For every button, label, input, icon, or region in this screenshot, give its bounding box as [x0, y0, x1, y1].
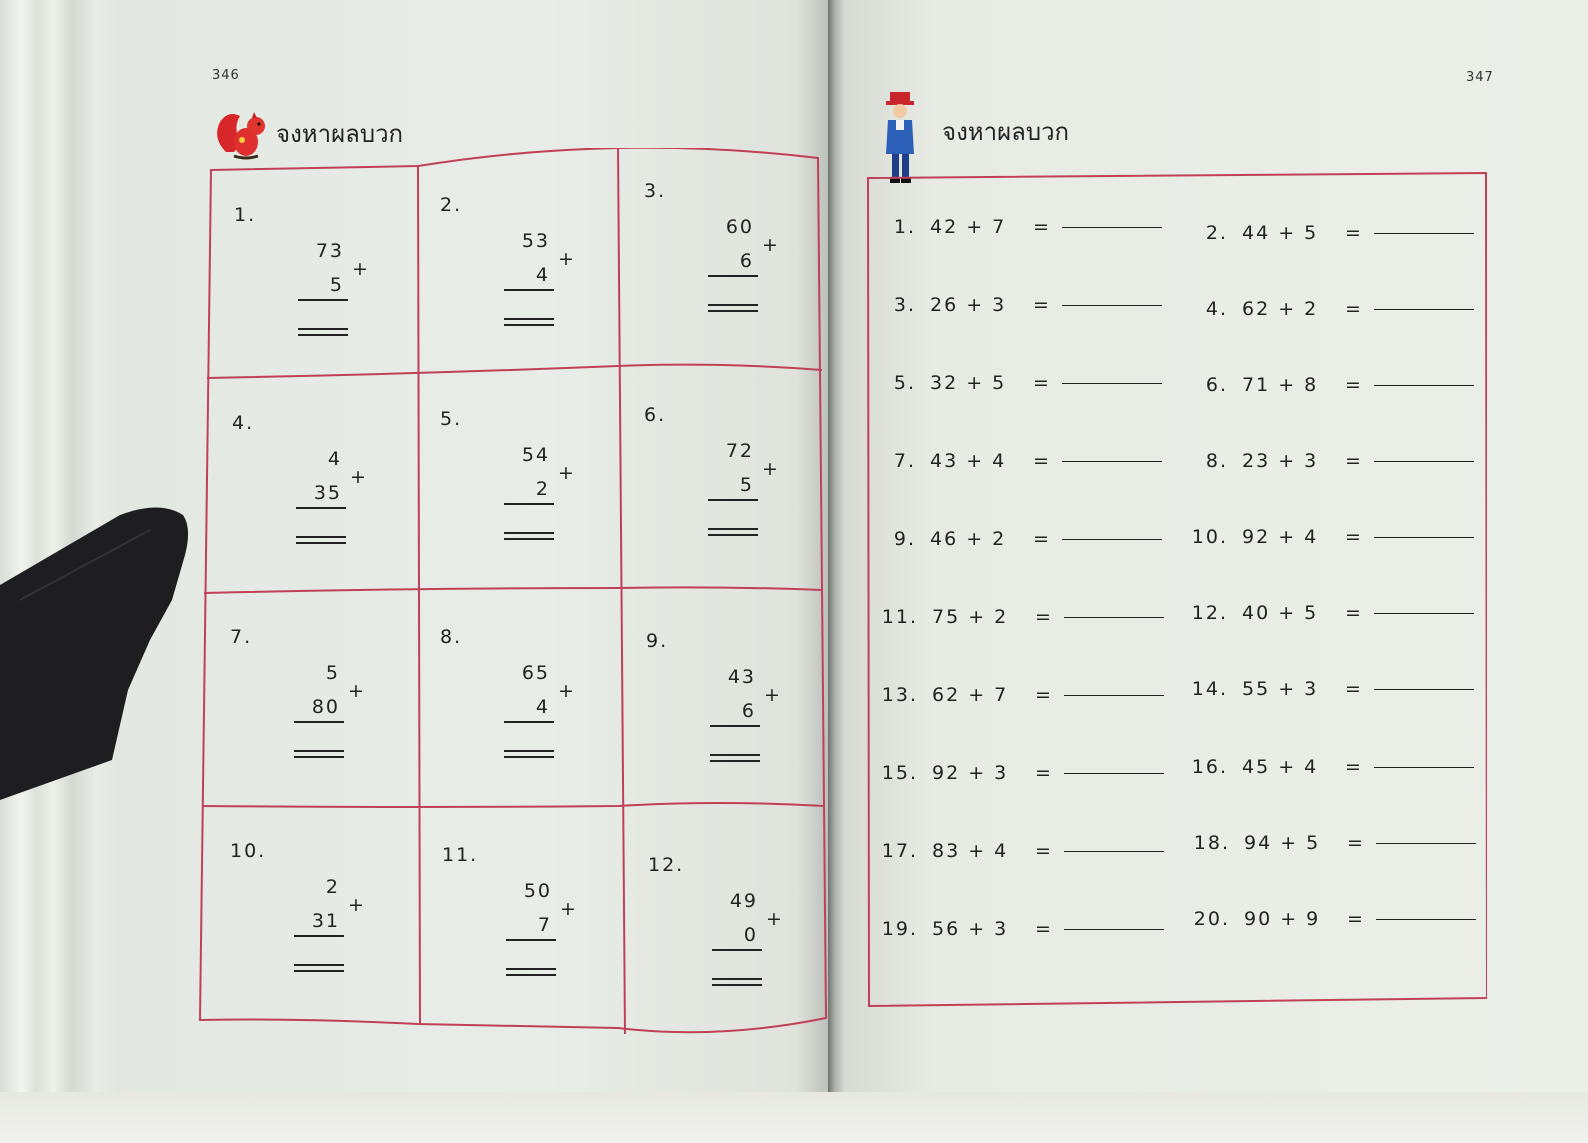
answer-line — [708, 534, 758, 536]
problem-expression: 46 + 2 — [930, 528, 1007, 550]
answer-line — [298, 334, 348, 336]
problem-cell — [624, 152, 824, 362]
answer-line — [504, 750, 554, 752]
answer-line — [294, 970, 344, 972]
answer-line — [296, 542, 346, 544]
problem-number: 14. — [1191, 678, 1228, 700]
equation-row — [1180, 602, 1474, 624]
problem-expression: 62 + 7 — [932, 684, 1009, 706]
answer-blank[interactable] — [1374, 309, 1474, 311]
equals-sign: = — [1345, 678, 1363, 700]
problem-number: 12. — [648, 854, 685, 876]
problem-number: 1. — [234, 204, 257, 226]
problem-expression: 92 + 4 — [1242, 526, 1319, 548]
equation-row — [868, 372, 1162, 394]
plus-sign: + — [764, 684, 780, 706]
answer-blank[interactable] — [1374, 689, 1474, 691]
equals-sign: = — [1033, 294, 1051, 316]
problem-number: 4. — [232, 412, 255, 434]
answer-blank[interactable] — [1374, 385, 1474, 387]
problem-expression: 75 + 2 — [932, 606, 1009, 628]
sum-line — [708, 499, 758, 501]
plus-sign: + — [348, 894, 364, 916]
problem-cell — [422, 816, 622, 1026]
answer-blank[interactable] — [1376, 843, 1476, 845]
answer-line — [504, 324, 554, 326]
addend-bottom: 4 — [535, 696, 550, 718]
answer-line — [712, 984, 762, 986]
equals-sign: = — [1033, 372, 1051, 394]
answer-blank[interactable] — [1062, 461, 1162, 463]
equation-row — [870, 606, 1164, 628]
problem-number: 8. — [1205, 450, 1228, 472]
plus-sign: + — [350, 466, 366, 488]
equals-sign: = — [1347, 908, 1365, 930]
plus-sign: + — [766, 908, 782, 930]
equation-row — [870, 918, 1164, 940]
answer-blank[interactable] — [1374, 537, 1474, 539]
addend-top: 72 — [725, 440, 754, 462]
finger-icon — [0, 0, 200, 800]
problem-number: 7. — [893, 450, 916, 472]
addend-bottom: 0 — [743, 924, 758, 946]
problem-expression: 26 + 3 — [930, 294, 1007, 316]
equation-row — [1182, 832, 1476, 854]
sum-line — [296, 507, 346, 509]
problem-number: 3. — [893, 294, 916, 316]
answer-line — [504, 756, 554, 758]
problem-number: 12. — [1191, 602, 1228, 624]
answer-line — [294, 750, 344, 752]
sum-line — [294, 721, 344, 723]
answer-line — [294, 756, 344, 758]
answer-blank[interactable] — [1064, 773, 1164, 775]
addend-bottom: 6 — [741, 700, 756, 722]
answer-blank[interactable] — [1062, 383, 1162, 385]
sum-line — [506, 939, 556, 941]
equation-row — [1180, 222, 1474, 244]
addend-top: 53 — [521, 230, 550, 252]
problem-cell — [628, 826, 828, 1036]
answer-line — [504, 532, 554, 534]
problem-expression: 44 + 5 — [1242, 222, 1319, 244]
sum-line — [708, 275, 758, 277]
right-page-title: จงหาผลบวก — [942, 118, 1070, 146]
equation-row — [1180, 298, 1474, 320]
answer-line — [712, 978, 762, 980]
answer-line — [296, 536, 346, 538]
equals-sign: = — [1345, 450, 1363, 472]
answer-blank[interactable] — [1374, 767, 1474, 769]
problem-number: 17. — [881, 840, 918, 862]
left-page-title: จงหาผลบวก — [276, 120, 404, 148]
problem-cell — [420, 380, 620, 590]
problem-expression: 90 + 9 — [1244, 908, 1321, 930]
equation-row — [868, 294, 1162, 316]
problem-cell — [210, 598, 410, 808]
equals-sign: = — [1345, 298, 1363, 320]
problem-number: 5. — [893, 372, 916, 394]
answer-blank[interactable] — [1064, 929, 1164, 931]
answer-blank[interactable] — [1374, 461, 1474, 463]
answer-blank[interactable] — [1062, 305, 1162, 307]
problem-number: 6. — [1205, 374, 1228, 396]
problem-cell — [210, 812, 410, 1022]
equation-row — [1180, 526, 1474, 548]
addend-bottom: 7 — [537, 914, 552, 936]
addend-top: 54 — [521, 444, 550, 466]
sum-line — [504, 289, 554, 291]
addend-top: 49 — [729, 890, 758, 912]
problem-cell — [624, 376, 824, 586]
problem-expression: 62 + 2 — [1242, 298, 1319, 320]
answer-line — [506, 974, 556, 976]
problem-number: 6. — [644, 404, 667, 426]
plus-sign: + — [762, 458, 778, 480]
equation-row — [868, 528, 1162, 550]
answer-line — [710, 754, 760, 756]
equals-sign: = — [1347, 832, 1365, 854]
problem-number: 11. — [442, 844, 479, 866]
addend-bottom: 80 — [311, 696, 340, 718]
equals-sign: = — [1035, 606, 1053, 628]
sum-line — [712, 949, 762, 951]
problem-expression: 32 + 5 — [930, 372, 1007, 394]
equals-sign: = — [1345, 526, 1363, 548]
problem-number: 2. — [440, 194, 463, 216]
answer-line — [504, 538, 554, 540]
problem-number: 16. — [1191, 756, 1228, 778]
addend-top: 65 — [521, 662, 550, 684]
equation-row — [870, 840, 1164, 862]
equals-sign: = — [1345, 756, 1363, 778]
problem-expression: 43 + 4 — [930, 450, 1007, 472]
problem-number: 5. — [440, 408, 463, 430]
plus-sign: + — [352, 258, 368, 280]
addend-bottom: 35 — [313, 482, 342, 504]
equation-row — [1180, 450, 1474, 472]
problem-number: 15. — [881, 762, 918, 784]
answer-line — [710, 760, 760, 762]
problem-number: 9. — [893, 528, 916, 550]
answer-blank[interactable] — [1064, 851, 1164, 853]
problem-expression: 55 + 3 — [1242, 678, 1319, 700]
problem-number: 19. — [881, 918, 918, 940]
problem-expression: 56 + 3 — [932, 918, 1009, 940]
plus-sign: + — [348, 680, 364, 702]
equation-row — [1182, 908, 1476, 930]
answer-line — [506, 968, 556, 970]
problem-expression: 23 + 3 — [1242, 450, 1319, 472]
problem-expression: 45 + 4 — [1242, 756, 1319, 778]
addend-top: 73 — [315, 240, 344, 262]
equation-row — [870, 762, 1164, 784]
sum-line — [294, 935, 344, 937]
problem-number: 8. — [440, 626, 463, 648]
plus-sign: + — [560, 898, 576, 920]
problem-number: 4. — [1205, 298, 1228, 320]
problem-number: 3. — [644, 180, 667, 202]
problem-cell — [420, 598, 620, 808]
right-page-number: 347 — [1466, 70, 1494, 85]
equation-row — [1180, 756, 1474, 778]
plus-sign: + — [558, 680, 574, 702]
answer-blank[interactable] — [1062, 539, 1162, 541]
problem-cell — [212, 384, 412, 594]
problem-number: 9. — [646, 630, 669, 652]
sum-line — [710, 725, 760, 727]
answer-blank[interactable] — [1062, 227, 1162, 229]
problem-expression: 92 + 3 — [932, 762, 1009, 784]
problem-number: 20. — [1193, 908, 1230, 930]
addend-top: 5 — [325, 662, 340, 684]
problem-number: 7. — [230, 626, 253, 648]
answer-line — [504, 318, 554, 320]
answer-line — [708, 310, 758, 312]
plus-sign: + — [558, 248, 574, 270]
equals-sign: = — [1033, 216, 1051, 238]
equals-sign: = — [1345, 222, 1363, 244]
page-bottom-edge — [0, 1092, 1588, 1143]
addend-top: 43 — [727, 666, 756, 688]
equals-sign: = — [1035, 684, 1053, 706]
problem-number: 2. — [1205, 222, 1228, 244]
equation-row — [868, 216, 1162, 238]
sum-line — [504, 721, 554, 723]
problem-expression: 71 + 8 — [1242, 374, 1319, 396]
book-gutter — [828, 0, 844, 1143]
left-page-number: 346 — [212, 68, 240, 83]
addend-bottom: 4 — [535, 264, 550, 286]
answer-line — [708, 304, 758, 306]
problem-number: 18. — [1193, 832, 1230, 854]
answer-blank[interactable] — [1374, 233, 1474, 235]
equation-row — [868, 450, 1162, 472]
problem-expression: 94 + 5 — [1244, 832, 1321, 854]
sum-line — [504, 503, 554, 505]
equals-sign: = — [1033, 528, 1051, 550]
plus-sign: + — [762, 234, 778, 256]
equation-row — [870, 684, 1164, 706]
answer-blank[interactable] — [1374, 613, 1474, 615]
equals-sign: = — [1345, 602, 1363, 624]
problem-number: 10. — [230, 840, 267, 862]
problem-cell — [214, 176, 414, 386]
problem-number: 1. — [893, 216, 916, 238]
equals-sign: = — [1035, 918, 1053, 940]
answer-blank[interactable] — [1376, 919, 1476, 921]
equation-row — [1180, 678, 1474, 700]
addend-bottom: 5 — [329, 274, 344, 296]
problem-expression: 40 + 5 — [1242, 602, 1319, 624]
answer-blank[interactable] — [1064, 617, 1164, 619]
equals-sign: = — [1035, 840, 1053, 862]
addend-top: 50 — [523, 880, 552, 902]
problem-number: 10. — [1191, 526, 1228, 548]
answer-line — [294, 964, 344, 966]
equals-sign: = — [1035, 762, 1053, 784]
addend-bottom: 31 — [311, 910, 340, 932]
equation-row — [1180, 374, 1474, 396]
addend-bottom: 6 — [739, 250, 754, 272]
problem-cell — [626, 602, 826, 812]
addend-bottom: 5 — [739, 474, 754, 496]
addend-bottom: 2 — [535, 478, 550, 500]
equals-sign: = — [1345, 374, 1363, 396]
addend-top: 60 — [725, 216, 754, 238]
addend-top: 2 — [325, 876, 340, 898]
problem-cell — [420, 166, 620, 376]
problem-expression: 83 + 4 — [932, 840, 1009, 862]
sum-line — [298, 299, 348, 301]
equals-sign: = — [1033, 450, 1051, 472]
answer-line — [298, 328, 348, 330]
answer-blank[interactable] — [1064, 695, 1164, 697]
plus-sign: + — [558, 462, 574, 484]
problem-number: 11. — [881, 606, 918, 628]
answer-line — [708, 528, 758, 530]
addend-top: 4 — [327, 448, 342, 470]
problem-number: 13. — [881, 684, 918, 706]
problem-expression: 42 + 7 — [930, 216, 1007, 238]
